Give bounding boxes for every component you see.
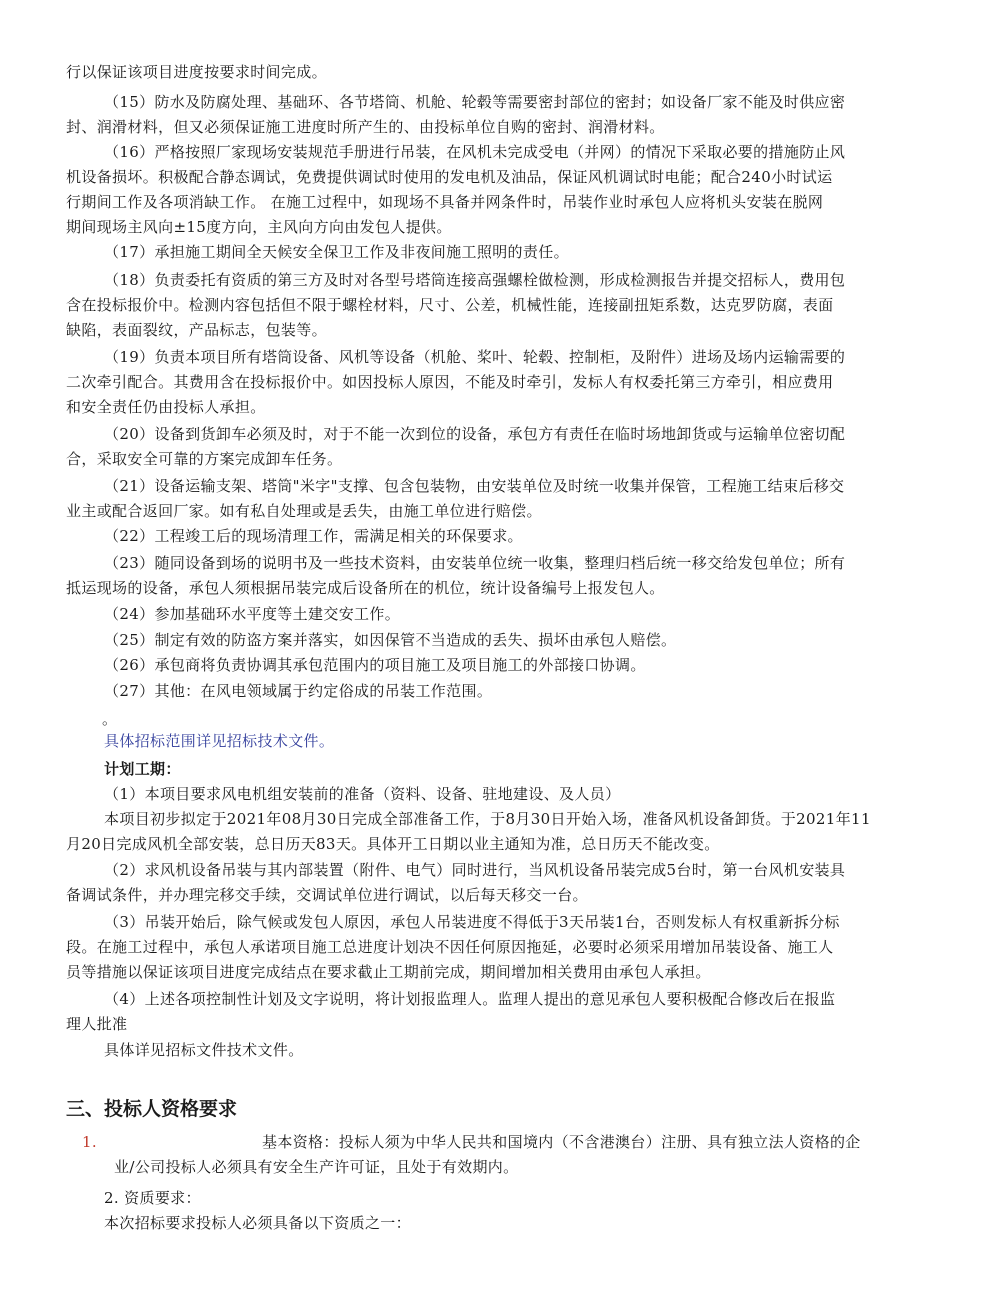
text-line: （24）参加基础环水平度等土建交安工作。: [104, 605, 401, 623]
text-line: （20）设备到货卸车必须及时，对于不能一次到位的设备，承包方有责任在临时场地卸货或与运输单位密切配: [104, 425, 846, 443]
text-line: 期间现场主风向±15度方向，主风向方向由发包人提供。: [66, 218, 452, 236]
plan-line: 月20日完成风机全部安装，总日历天83天。具体开工日期以业主通知为准，总日历天不能改变。: [66, 835, 720, 853]
list-number: 1.: [82, 1133, 98, 1151]
text-line: 封、润滑材料，但又必须保证施工进度时所产生的、由投标单位自购的密封、润滑材料。: [66, 118, 665, 136]
text-line: 缺陷，表面裂纹，产品标志，包装等。: [66, 321, 327, 339]
text-line: 含在投标报价中。检测内容包括但不限于螺栓材料，尺寸、公差，机械性能，连接副扭矩系数，达克罗防腐，表面: [66, 296, 834, 314]
plan-line: （1）本项目要求风电机组安装前的准备（资料、设备、驻地建设、及人员）: [104, 785, 621, 803]
qualification-basic-cont: 业/公司投标人必须具有安全生产许可证，且处于有效期内。: [114, 1158, 519, 1176]
plan-line: 备调试条件，并办理完移交手续，交调试单位进行调试，以后每天移交一台。: [66, 886, 588, 904]
section-heading: 三、投标人资格要求: [66, 1098, 238, 1120]
text-line: （23）随同设备到场的说明书及一些技术资料，由安装单位统一收集，整理归档后统一移交给发包单位；所有: [104, 554, 846, 572]
text-line: （18）负责委托有资质的第三方及时对各型号塔筒连接高强螺栓做检测，形成检测报告并提交招标人，费用包: [104, 271, 846, 289]
text-line: 二次牵引配合。其费用含在投标报价中。如因投标人原因，不能及时牵引，发标人有权委托第三方牵引，相应费用: [66, 373, 834, 391]
plan-line: 段。在施工过程中，承包人承诺项目施工总进度计划决不因任何原因拖延，必要时必须采用增加吊装设备、施工人: [66, 938, 834, 956]
text-line: 机设备损坏。积极配合静态调试，免费提供调试时使用的发电机及油品，保证风机调试时电能；配合240小时试运: [66, 168, 833, 186]
text-line: （15）防水及防腐处理、基础环、各节塔筒、机舱、轮毂等需要密封部位的密封；如设备厂家不能及时供应密: [104, 93, 846, 111]
text-line: （17）承担施工期间全天候安全保卫工作及非夜间施工照明的责任。: [104, 243, 569, 261]
text-line: （25）制定有效的防盗方案并落实，如因保管不当造成的丢失、损坏由承包人赔偿。: [104, 631, 677, 649]
plan-line: 理人批准: [66, 1015, 128, 1033]
text-line: （16）严格按照厂家现场安装规范手册进行吊装，在风机未完成受电（并网）的情况下采取必要的措施防止风: [104, 143, 846, 161]
plan-title: 计划工期：: [104, 760, 181, 778]
plan-line: （2）求风机设备吊装与其内部装置（附件、电气）同时进行，当风机设备吊装完成5台时，第一台风机安装具: [104, 861, 846, 879]
text-line: （27）其他：在风电领域属于约定俗成的吊装工作范围。: [104, 682, 493, 700]
text-line: （26）承包商将负责协调其承包范围内的项目施工及项目施工的外部接口协调。: [104, 656, 646, 674]
text-line: 行期间工作及各项消缺工作。 在施工过程中，如现场不具备并网条件时，吊装作业时承包人应将机头安装在脱网: [66, 193, 824, 211]
plan-line: （4）上述各项控制性计划及文字说明，将计划报监理人。监理人提出的意见承包人要积极配合修改后在报监: [104, 990, 836, 1008]
text-line: （22）工程竣工后的现场清理工作，需满足相关的环保要求。: [104, 527, 523, 545]
plan-line: 具体详见招标文件技术文件。: [104, 1041, 304, 1059]
plan-line: （3）吊装开始后，除气候或发包人原因，承包人吊装进度不得低于3天吊装1台，否则发标人有权重新拆分标: [104, 913, 840, 931]
qualification-basic: 基本资格：投标人须为中华人民共和国境内（不含港澳台）注册、具有独立法人资格的企: [262, 1133, 861, 1151]
text-line: 业主或配合返回厂家。如有私自处理或是丢失，由施工单位进行赔偿。: [66, 502, 542, 520]
text-line: 行以保证该项目进度按要求时间完成。: [66, 63, 327, 81]
text-line: 合，采取安全可靠的方案完成卸车任务。: [66, 450, 343, 468]
text-line: （19）负责本项目所有塔筒设备、风机等设备（机舱、桨叶、轮毂、控制柜，及附件）进场及场内运输需要的: [104, 348, 846, 366]
qualification-level: 2. 资质要求：: [104, 1189, 201, 1207]
plan-line: 员等措施以保证该项目进度完成结点在要求截止工期前完成，期间增加相关费用由承包人承担。: [66, 963, 711, 981]
text-line: （21）设备运输支架、塔筒"米字"支撑、包含包装物，由安装单位及时统一收集并保管，工程施工结束后移交: [104, 477, 845, 495]
text-line: 抵运现场的设备，承包人须根据吊装完成后设备所在的机位，统计设备编号上报发包人。: [66, 579, 665, 597]
qualification-note: 本次招标要求投标人必须具备以下资质之一：: [104, 1214, 412, 1232]
plan-line: 本项目初步拟定于2021年08月30日完成全部准备工作，于8月30日开始入场，准备风机设备卸货。于2021年11: [104, 810, 871, 828]
stray-mark: 。: [102, 710, 118, 728]
scope-note: 具体招标范围详见招标技术文件。: [104, 732, 335, 750]
text-line: 和安全责任仍由投标人承担。: [66, 398, 266, 416]
